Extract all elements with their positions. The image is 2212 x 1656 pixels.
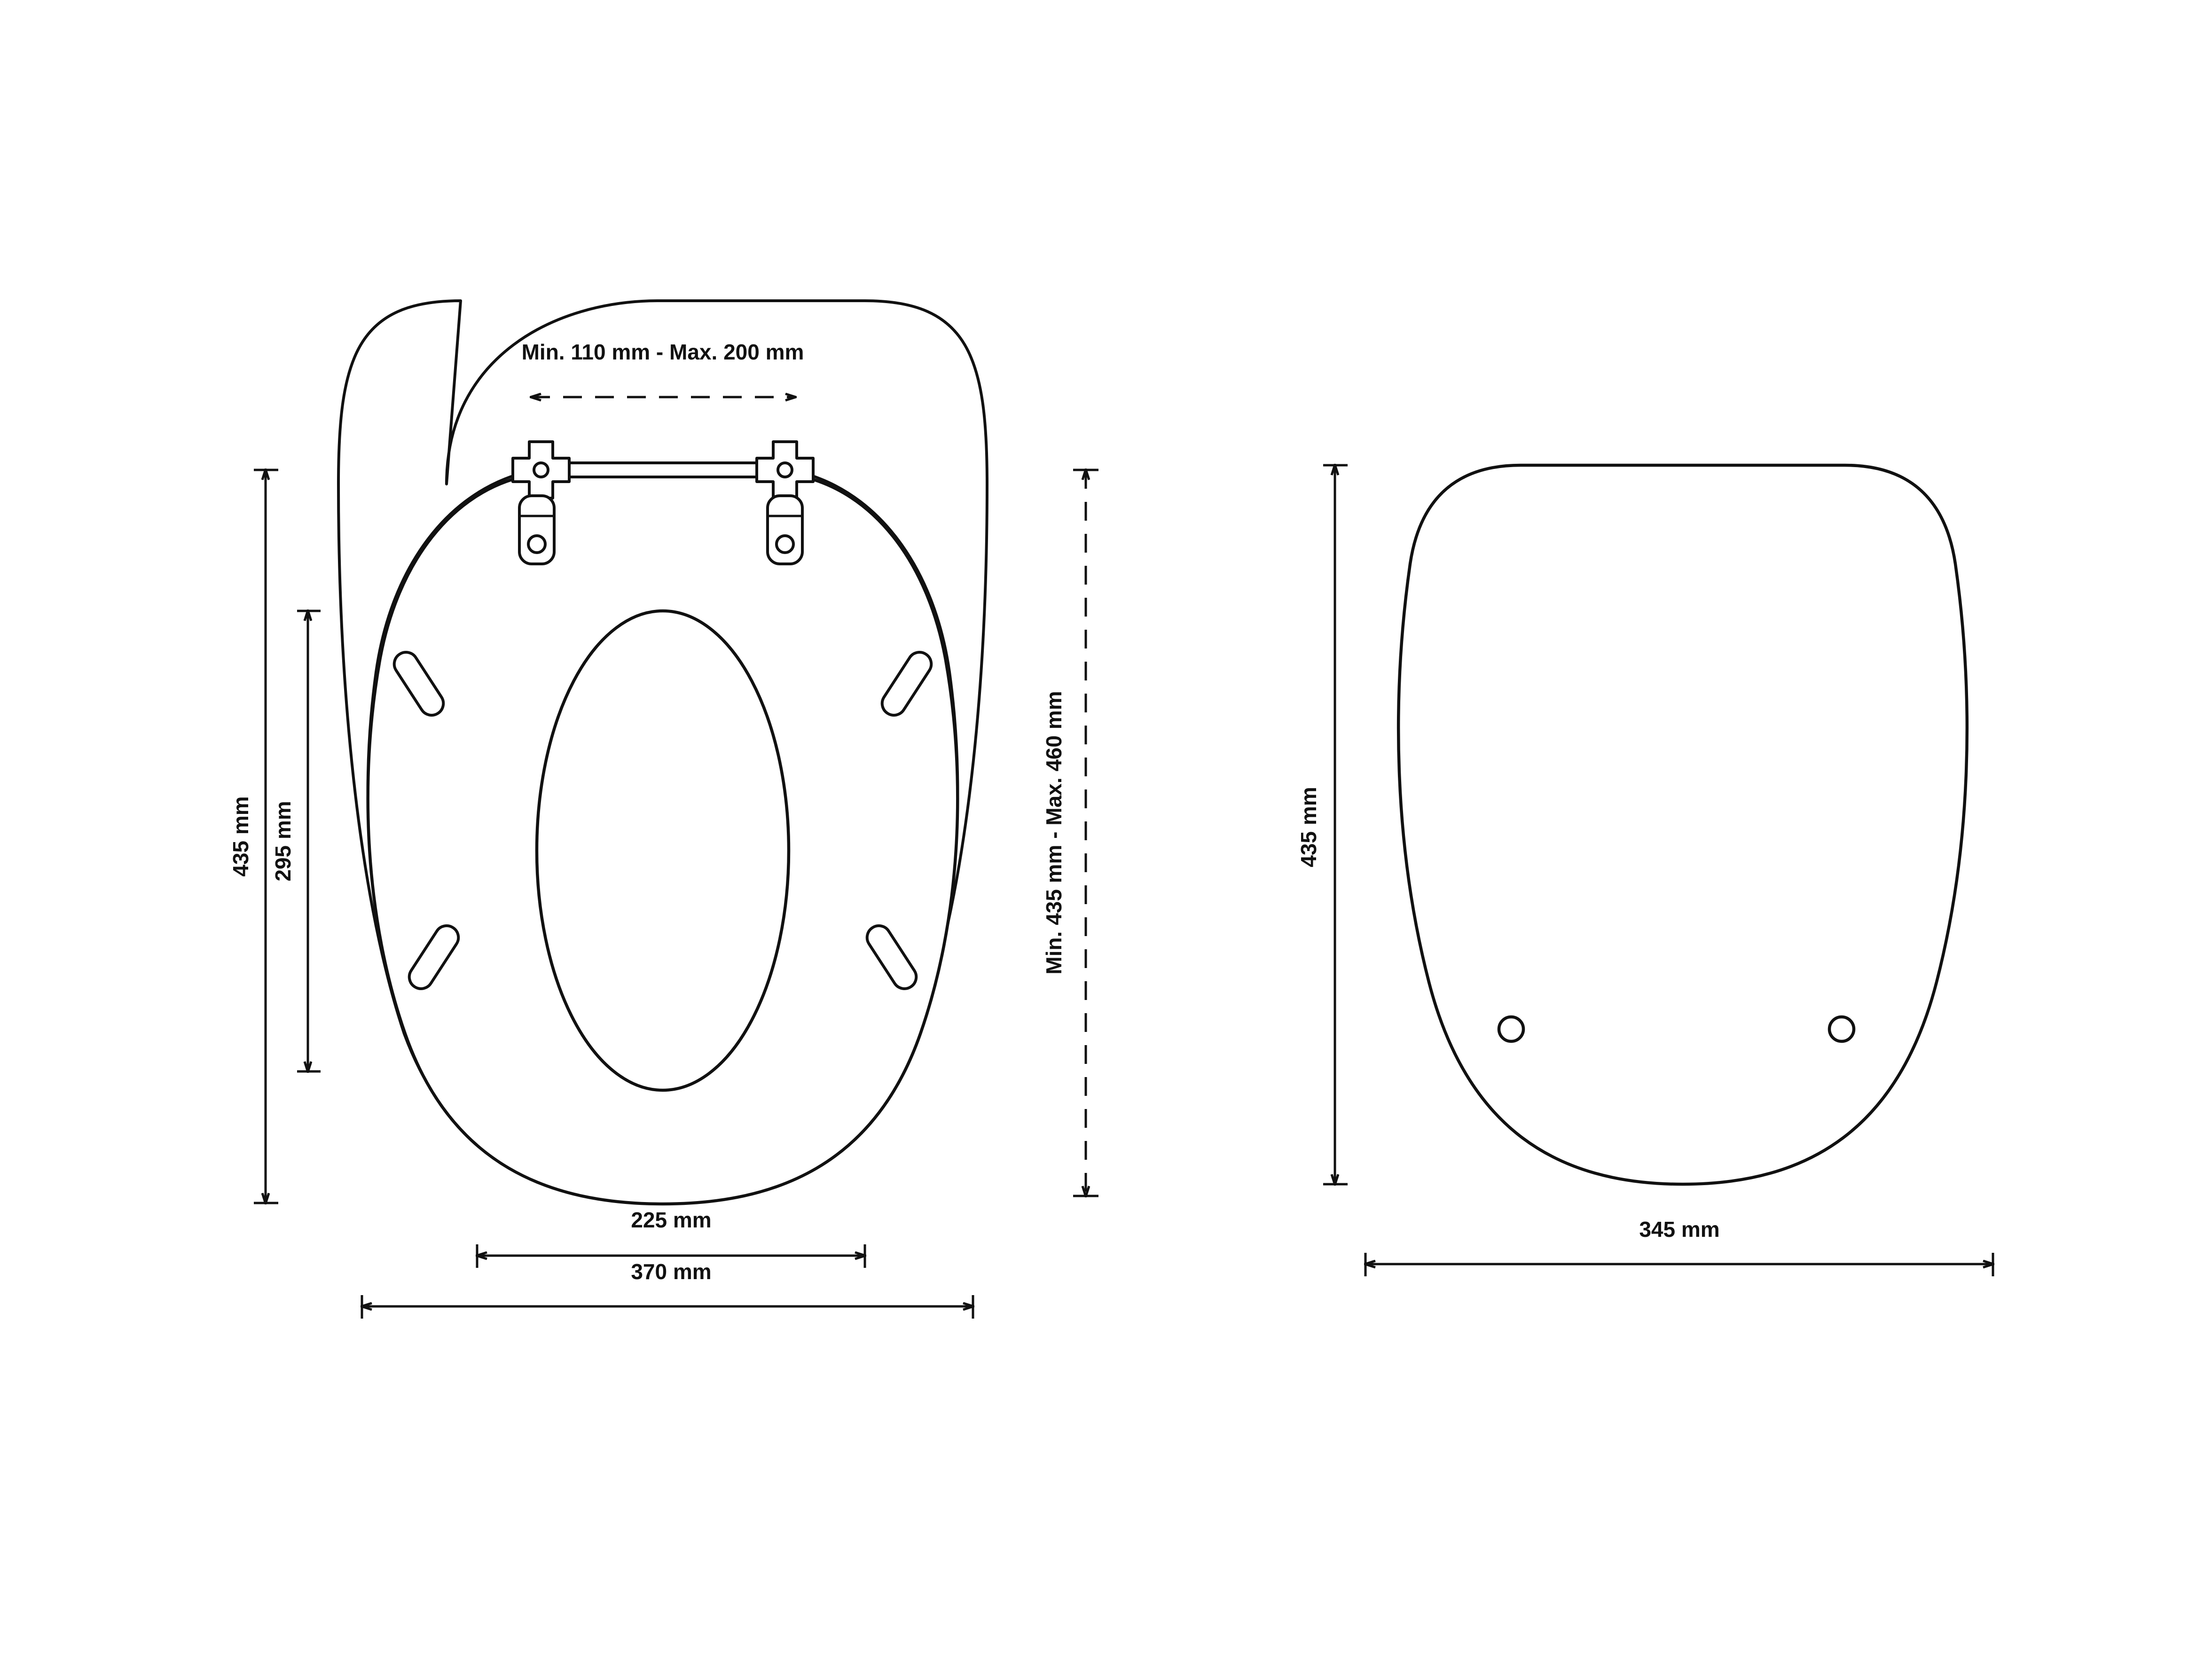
lid-outline (1398, 465, 1967, 1184)
hinge-bar (554, 463, 770, 477)
lid-bumper-hole-left (1499, 1017, 1523, 1041)
hinge-left-center-hole (534, 463, 548, 477)
dimension-label-lid-width: 345 mm (1639, 1217, 1720, 1242)
dimension-label-overall-width: 370 mm (631, 1259, 712, 1284)
dimension-label-hinge-spacing: Min. 110 mm - Max. 200 mm (521, 340, 804, 364)
dimension-hinge-spacing (522, 340, 804, 397)
hinge-right-center-hole (778, 463, 792, 477)
dimension-inner-opening-width (477, 1208, 865, 1268)
dimension-label-inner-opening-width: 225 mm (631, 1208, 712, 1232)
seat-inner-opening (537, 611, 789, 1090)
dimension-overall-width (362, 1259, 973, 1319)
hinge-left-bracket-hole (528, 536, 545, 553)
dimension-label-lid-height: 435 mm (1296, 787, 1321, 867)
lid-bumper-hole-right (1829, 1017, 1854, 1041)
dimension-lid-height (1296, 465, 1348, 1184)
dimension-label-mounting-depth-range: Min. 435 mm - Max. 460 mm (1042, 691, 1066, 975)
lid-view (1296, 465, 1993, 1276)
dimension-label-inner-opening-height: 295 mm (271, 801, 295, 882)
dimension-lid-width (1365, 1217, 1993, 1276)
dimension-label-overall-height: 435 mm (228, 796, 253, 877)
dimension-inner-opening-height (271, 611, 321, 1071)
seat-ring-view (228, 301, 1098, 1319)
dimension-mounting-depth-range (1042, 470, 1098, 1196)
hinge-right-bracket-hole (777, 536, 793, 553)
